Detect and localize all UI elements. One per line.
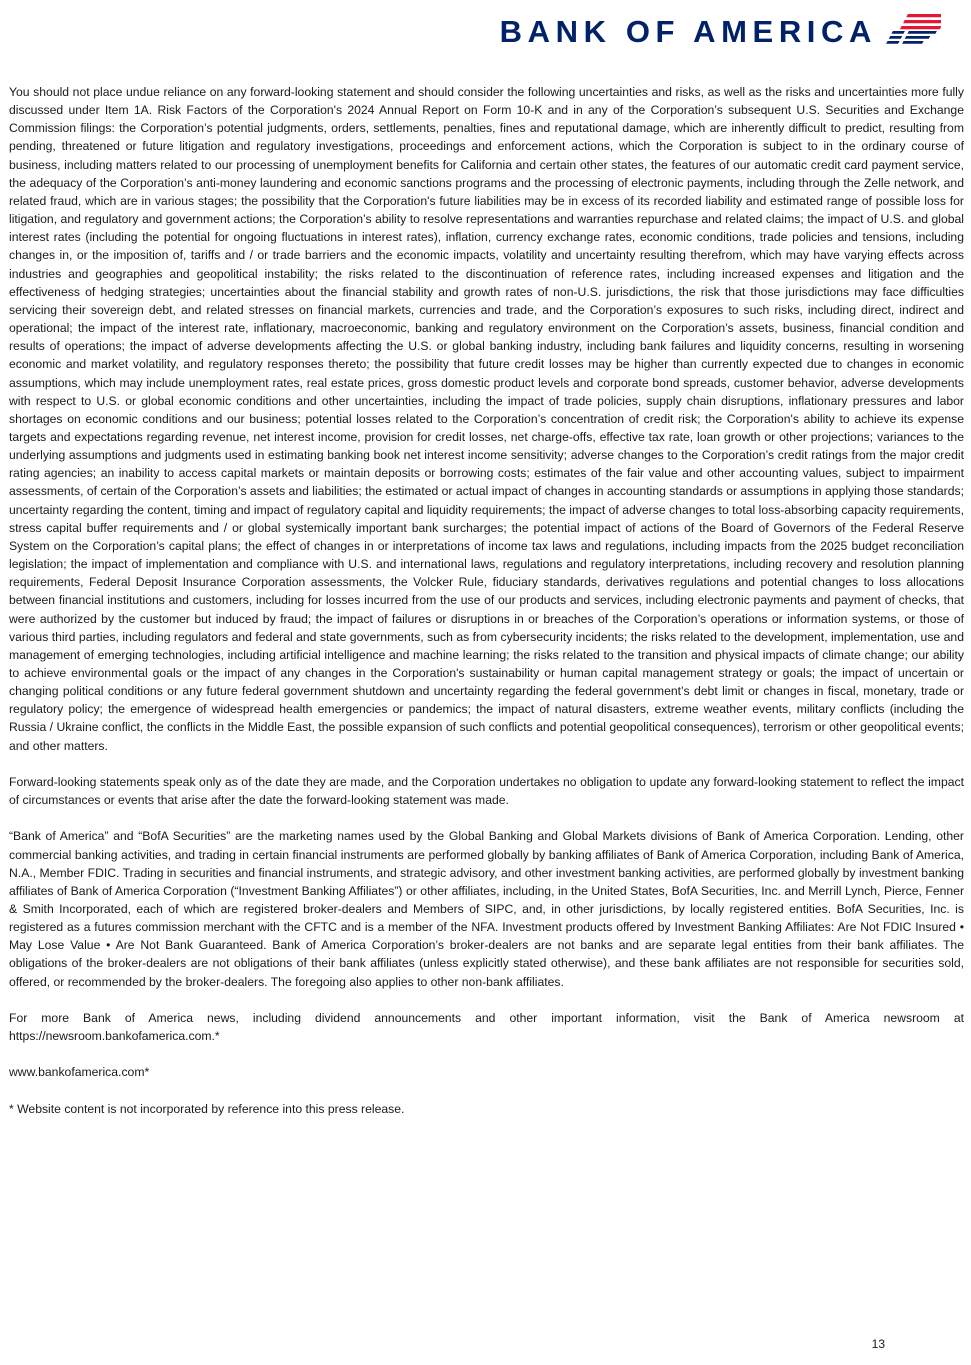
risk-factors-paragraph: You should not place undue reliance on any forward-looking statement and should consider the following uncertainties and risks, as well as the risks and uncertainties more fully discussed under Item 1A. Risk Factors of the Corporation's 2024 Annual Report on Form 10-K and in any of the Corporation’s subsequent U.S. Securities and Exchange Commission filings: the Corporation’s potential judgments, orders, settlements, penalties, fines and reputational damage, which are inherently difficult to predict, resulting from pending, threatened or future litigation and regulatory investigations, proceedings and enforcement actions, which the Corporation is subject to in the ordinary course of business, including matters related to our processing of unemployment benefits for California and certain other states, the features of our automatic credit card payment service, the adequacy of the Corporation’s anti-money laundering and economic sanctions programs and the processing of electronic payments, including through the Zelle network, and related fraud, which are in various stages; the possibility that the Corporation's future liabilities may be in excess of its recorded liability and estimated range of possible loss for litigation, and regulatory and government actions; the Corporation’s ability to resolve representations and warranties repurchase and related claims; the impact of U.S. and global interest rates (including the potential for ongoing fluctuations in interest rates), inflation, currency exchange rates, economic conditions, trade policies and tensions, including changes in, or the imposition of, tariffs and / or trade barriers and the economic impacts, volatility and uncertainty resulting therefrom, which may have varying effects across industries and geographies and geopolitical instability; the risks related to the discontinuation of reference rates, including increased expenses and litigation and the effectiveness of hedging strategies; uncertainties about the financial stability and growth rates of non-U.S. jurisdictions, the risk that those jurisdictions may face difficulties servicing their sovereign debt, and related stresses on financial markets, currencies and trade, and the Corporation’s exposures to such risks, including direct, indirect and operational; the impact of the interest rate, inflationary, macroeconomic, banking and regulatory environment on the Corporation’s assets, business, financial condition and results of operations; the impact of adverse developments affecting the U.S. or global banking industry, including bank failures and liquidity concerns, resulting in worsening economic and market volatility, and regulatory responses thereto; the possibility that future credit losses may be higher than currently expected due to changes in economic assumptions, which may include unemployment rates, real estate prices, gross domestic product levels and corporate bond spreads, customer behavior, adverse developments with respect to U.S. or global economic conditions and other uncertainties, including the impact of trade policies, supply chain disruptions, inflationary pressures and labor shortages on economic conditions and our business; potential losses related to the Corporation’s concentration of credit risk; the Corporation's ability to achieve its expense targets and expectations regarding revenue, net interest income, provision for credit losses, net charge-offs, effective tax rate, loan growth or other projections; variances to the underlying assumptions and judgments used in estimating banking book net interest income sensitivity; adverse changes to the Corporation’s credit ratings from the major credit rating agencies; an inability to access capital markets or maintain deposits or borrowing costs; estimates of the fair value and other accounting values, subject to impairment assessments, of certain of the Corporation’s assets and liabilities; the estimated or actual impact of changes in accounting standards or assumptions in applying those standards; uncertainty regarding the content, timing and impact of regulatory capital and liquidity requirements; the impact of adverse changes to total loss-absorbing capacity requirements, stress capital buffer requirements and / or global systemically important bank surcharges; the potential impact of actions of the Board of Governors of the Federal Reserve System on the Corporation’s capital plans; the effect of changes in or interpretations of income tax laws and regulations, including impacts from the 2025 budget reconciliation legislation; the impact of implementation and compliance with U.S. and international laws, regulations and regulatory interpretations, including recovery and resolution planning requirements, Federal Deposit Insurance Corporation assessments, the Volcker Rule, fiduciary standards, derivatives regulations and potential changes to loss allocations between financial institutions and customers, including for losses incurred from the use of our products and services, including electronic payments and payment of checks, that were authorized by the customer but induced by fraud; the impact of failures or disruptions in or breaches of the Corporation’s operations or information systems, or those of various third parties, including regulators and federal and state governments, such as from cybersecurity incidents; the risks related to the development, implementation, use and management of emerging technologies, including artificial intelligence and machine learning; the risks related to the transition and physical impacts of climate change; our ability to achieve environmental goals or the impact of any changes in the Corporation's sustainability or human capital management strategy or goals; the impact of uncertain or changing political conditions or any future federal government shutdown and uncertainty regarding the federal government’s debt limit or changes in fiscal, monetary, trade or regulatory policy; the emergence of widespread health emergencies or pandemics; the impact of natural disasters, extreme weather events, military conflicts (including the Russia / Ukraine conflict, the conflicts in the Middle East, the possible expansion of such conflicts and potential geopolitical consequences), terrorism or other geopolitical events; and other matters.	[9, 85, 964, 753]
flag-stripe-red-3	[900, 26, 941, 29]
flag-stripe-blue-5	[905, 36, 930, 39]
flag-stripe-blue-4	[907, 31, 936, 34]
marketing-disclosure-paragraph: “Bank of America” and “BofA Securities” are the marketing names used by the Global Banking and Global Markets divisions of Bank of America Corporation. Lending, other commercial banking activities, and trading in certain financial instruments are performed globally by banking affiliates of Bank of America Corporation, including Bank of America, N.A., Member FDIC. Trading in securities and financial instruments, and strategic advisory, and other investment banking activities, are performed globally by investment banking affiliates of Bank of America Corporation (“Investment Banking Affiliates”) or other affiliates, including, in the United States, BofA Securities, Inc. and Merrill Lynch, Pierce, Fenner & Smith Incorporated, each of which are registered broker-dealers and Members of SIPC, and, in other jurisdictions, by locally registered entities. BofA Securities, Inc. is registered as a futures commission merchant with the CFTC and is a member of the NFA. Investment products offered by Investment Banking Affiliates: Are Not FDIC Insured • May Lose Value • Are Not Bank Guaranteed. Bank of America Corporation’s broker-dealers are not banks and are separate legal entities from their bank affiliates. The obligations of the broker-dealers are not obligations of their bank affiliates (unless explicitly stated otherwise), and these bank affiliates are not responsible for securities sold, offered, or recommended by the broker-dealers. The foregoing also applies to other non-bank affiliates.	[9, 829, 964, 989]
newsroom-paragraph: For more Bank of America news, including dividend announcements and other important information, visit the Bank of America newsroom at https://newsroom.bankofamerica.com.*	[9, 1010, 964, 1044]
flag-stripe-blue-3	[886, 41, 899, 44]
page-number: 13	[871, 1337, 885, 1351]
brand-name: BANK OF AMERICA	[499, 14, 877, 49]
website-disclaimer: * Website content is not incorporated by reference into this press release.	[9, 1101, 405, 1116]
document-body	[9, 83, 964, 1136]
flag-stripe-blue-2	[889, 36, 902, 39]
website-link[interactable]: www.bankofamerica.com*	[9, 1065, 150, 1080]
flag-stripe-blue-1	[891, 31, 904, 34]
page-header	[0, 0, 971, 56]
bank-of-america-flag-icon	[883, 12, 941, 52]
brand-logo	[500, 12, 941, 52]
flag-stripe-blue-6	[902, 41, 923, 44]
flag-stripe-red-2	[903, 20, 941, 23]
forward-looking-paragraph: Forward-looking statements speak only as of the date they are made, and the Corporation undertakes no obligation to update any forward-looking statement to reflect the impact of circumstances or events that arise after the date the forward-looking statement was made.	[9, 774, 964, 808]
flag-stripe-red-1	[906, 14, 941, 17]
